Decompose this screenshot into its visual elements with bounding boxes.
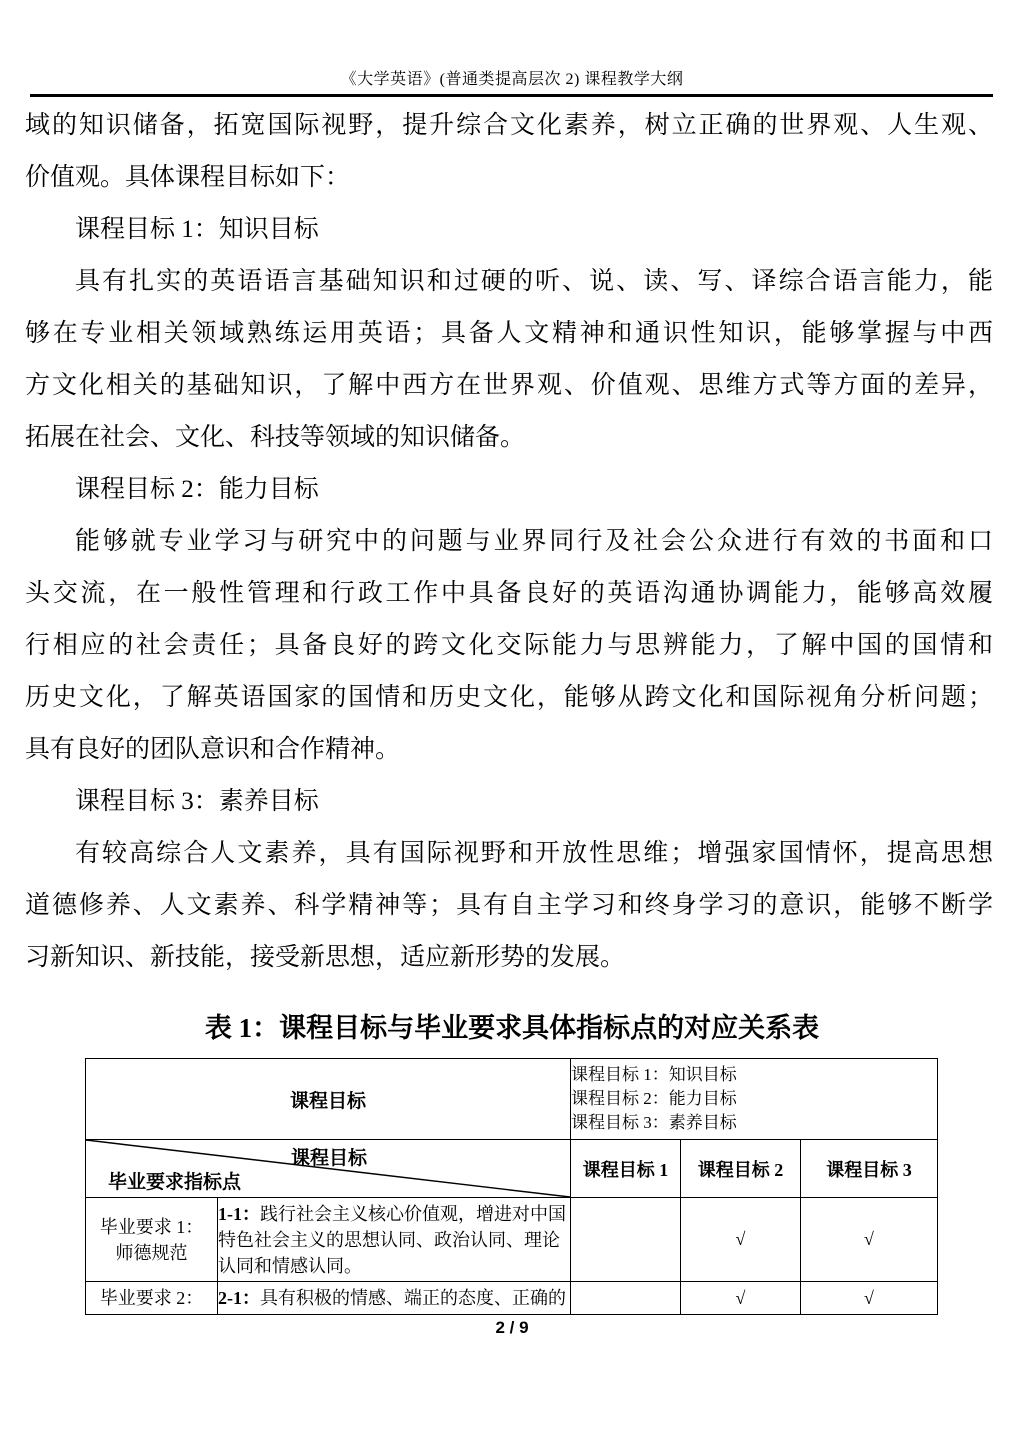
body-line-goal-heading-3: 课程目标 3：素养目标 [75,788,319,815]
body-line: 具有良好的团队意识和合作精神。 [25,736,401,763]
diagonal-label-course-goal: 课程目标 [291,1148,368,1169]
body-line: 行相应的社会责任；具备良好的跨文化交际能力与思辨能力，了解中国的国情和 [25,632,993,659]
requirement-cell [86,1282,218,1315]
body-line: 习新知识、新技能，接受新思想，适应新形势的发展。 [25,944,626,971]
body-line: 方文化相关的基础知识，了解中西方在世界观、价值观、思维方式等方面的差异， [25,372,993,399]
indicator-text: 践行社会主义核心价值观，增进对中国特色社会主义的思想认同、政治认同、理论认同和情感认同。 [218,1203,566,1276]
body-line: 道德修养、人文素养、科学精神等；具有自主学习和终身学习的意识，能够不断学 [25,892,993,919]
requirement-line: 毕业要求 2： [99,1288,204,1308]
column-header-goal-1: 课程目标 1 [571,1140,681,1198]
mark-cell: √ [801,1198,938,1282]
diagonal-label-graduation-requirement: 毕业要求指标点 [108,1172,242,1193]
body-line: 有较高综合人文素养，具有国际视野和开放性思维；增强家国情怀，提高思想 [75,840,993,867]
body-line: 能够就专业学习与研究中的问题与业界同行及社会公众进行有效的书面和口 [75,528,993,555]
goal-line: 课程目标 2：能力目标 [571,1089,737,1108]
body-line-goal-heading-1: 课程目标 1：知识目标 [75,216,319,243]
body-line: 头交流，在一般性管理和行政工作中具备良好的英语沟通协调能力，能够高效履 [25,580,993,607]
goal-requirement-mapping-table [85,1058,938,1315]
mark-cell [571,1198,681,1282]
goal-line: 课程目标 1：知识目标 [571,1065,737,1084]
body-line: 历史文化，了解英语国家的国情和历史文化，能够从跨文化和国际视角分析问题； [25,684,993,711]
mark-cell [571,1282,681,1315]
body-line: 拓展在社会、文化、科技等领域的知识储备。 [25,424,526,451]
requirement-line: 毕业要求 1： [99,1216,204,1237]
indicator-text: 具有积极的情感、端正的态度、正确的 [260,1288,566,1308]
requirement-line: 师德规范 [115,1242,188,1263]
course-goals-list-cell [571,1059,938,1140]
mark-cell: √ [801,1282,938,1315]
table-row [86,1198,938,1282]
body-line: 域的知识储备，拓宽国际视野，提升综合文化素养，树立正确的世界观、人生观、 [25,112,993,139]
body-line: 价值观。具体课程目标如下： [25,164,351,191]
indicator-label: 2-1： [218,1288,260,1308]
goal-line: 课程目标 3：素养目标 [571,1113,737,1132]
body-line-goal-heading-2: 课程目标 2：能力目标 [75,476,319,503]
body-text [25,100,993,984]
table-row [86,1282,938,1315]
mark-cell: √ [681,1282,801,1315]
column-header-goal-2: 课程目标 2 [681,1140,801,1198]
body-line: 够在专业相关领域熟练运用英语；具备人文精神和通识性知识，能够掌握与中西 [25,320,993,347]
header-rule [30,94,993,97]
column-header-goal-3: 课程目标 3 [801,1140,938,1198]
indicator-cell [218,1282,571,1315]
course-goals-header-cell: 课程目标 [86,1059,571,1140]
indicator-label: 1-1： [218,1203,260,1224]
indicator-cell [218,1198,571,1282]
body-line: 具有扎实的英语语言基础知识和过硬的听、说、读、写、译综合语言能力，能 [75,268,993,295]
page-header-title: 《大学英语》(普通类提高层次 2) 课程教学大纲 [340,71,684,88]
mark-cell: √ [681,1198,801,1282]
table-title: 表 1：课程目标与毕业要求具体指标点的对应关系表 [204,1013,820,1043]
requirement-cell [86,1198,218,1282]
table-header-row-1 [86,1059,938,1140]
table-header-row-2 [86,1140,938,1198]
diagonal-header-cell [86,1140,571,1198]
page-number: 2 / 9 [495,1318,529,1337]
